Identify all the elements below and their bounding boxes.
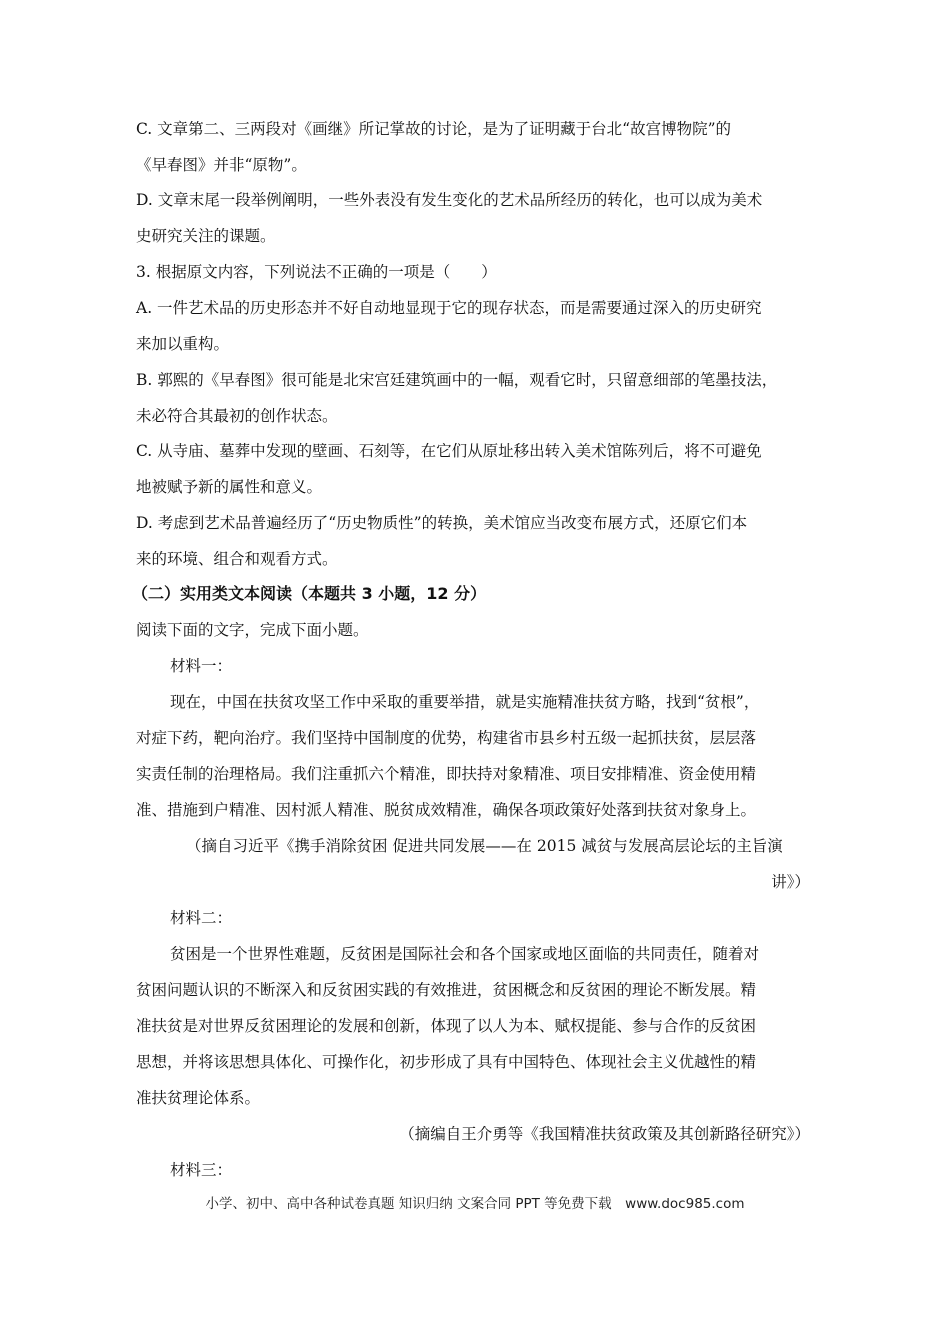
- material2-paragraph-line: 贫困是一个世界性难题，反贫困是国际社会和各个国家或地区面临的共同责任，随着对: [170, 945, 760, 963]
- q3-option-c-line2: 地被赋予新的属性和意义。: [136, 478, 323, 496]
- q3-option-a-line1: A. 一件艺术品的历史形态并不好自动地显现于它的现存状态，而是需要通过深入的历史研究: [136, 299, 762, 317]
- material1-source-line2: 讲》）: [771, 873, 810, 891]
- material2-source: （摘编自王介勇等《我国精准扶贫政策及其创新路径研究》）: [399, 1125, 810, 1143]
- page-footer: 小学、初中、高中各种试卷真题 知识归纳 文案合同 PPT 等免费下载 www.doc985.com: [205, 1196, 745, 1212]
- material1-paragraph-line: 准、措施到户精准、因村派人精准、脱贫成效精准，确保各项政策好处落到扶贫对象身上。: [136, 801, 757, 819]
- material2-paragraph-line: 思想，并将该思想具体化、可操作化，初步形成了具有中国特色、体现社会主义优越性的精: [136, 1053, 757, 1071]
- q2-option-c-line2: 《早春图》并非“原物”。: [136, 156, 307, 174]
- q2-option-c-line1: C. 文章第二、三两段对《画继》所记掌故的讨论，是为了证明藏于台北“故宫博物院”的: [136, 120, 732, 138]
- q2-option-d-line2: 史研究关注的课题。: [136, 227, 276, 245]
- q3-stem: 3. 根据原文内容，下列说法不正确的一项是（ ）: [136, 263, 497, 281]
- material3-label: 材料三：: [170, 1161, 233, 1179]
- material1-paragraph-line: 现在，中国在扶贫攻坚工作中采取的重要举措，就是实施精准扶贫方略，找到“贫根”，: [170, 693, 760, 711]
- material2-paragraph-line: 准扶贫理论体系。: [136, 1089, 261, 1107]
- material2-paragraph-line: 贫困问题认识的不断深入和反贫困实践的有效推进，贫困概念和反贫困的理论不断发展。精: [136, 981, 757, 999]
- material2-label: 材料二：: [170, 909, 233, 927]
- q3-option-b-line2: 未必符合其最初的创作状态。: [136, 407, 338, 425]
- section-heading: （二）实用类文本阅读（本题共 3 小题，12 分）: [132, 584, 487, 603]
- material1-paragraph-line: 对症下药，靶向治疗。我们坚持中国制度的优势，构建省市县乡村五级一起抓扶贫，层层落: [136, 729, 757, 747]
- material1-source-line1: （摘自习近平《携手消除贫困 促进共同发展——在 2015 减贫与发展高层论坛的主旨演: [186, 837, 783, 855]
- q3-option-d-line2: 来的环境、组合和观看方式。: [136, 550, 338, 568]
- section-instruction: 阅读下面的文字，完成下面小题。: [136, 621, 369, 639]
- material1-paragraph-line: 实责任制的治理格局。我们注重抓六个精准，即扶持对象精准、项目安排精准、资金使用精: [136, 765, 757, 783]
- material1-label: 材料一：: [170, 657, 233, 675]
- material2-paragraph-line: 准扶贫是对世界反贫困理论的发展和创新，体现了以人为本、赋权提能、参与合作的反贫困: [136, 1017, 757, 1035]
- q3-option-b-line1: B. 郭熙的《早春图》很可能是北宋宫廷建筑画中的一幅，观看它时，只留意细部的笔墨技法，: [136, 371, 778, 389]
- q2-option-d-line1: D. 文章末尾一段举例阐明，一些外表没有发生变化的艺术品所经历的转化，也可以成为美术: [136, 191, 763, 209]
- q3-option-c-line1: C. 从寺庙、墓葬中发现的壁画、石刻等，在它们从原址移出转入美术馆陈列后，将不可避免: [136, 442, 762, 460]
- q3-option-a-line2: 来加以重构。: [136, 335, 230, 353]
- q3-option-d-line1: D. 考虑到艺术品普遍经历了“历史物质性”的转换，美术馆应当改变布展方式，还原它们本: [136, 514, 748, 532]
